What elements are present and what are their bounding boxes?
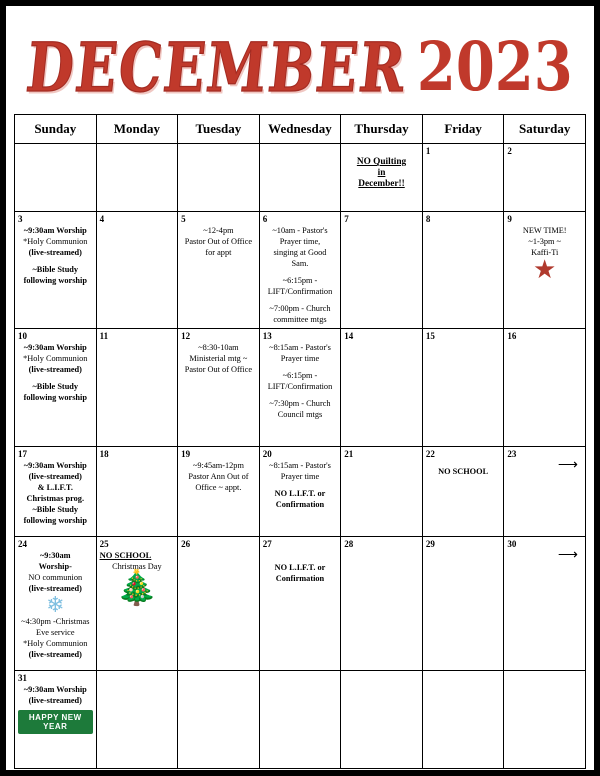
weekday-header-wednesday: Wednesday <box>259 115 341 144</box>
day-events <box>507 550 582 562</box>
day-number: 29 <box>425 539 435 549</box>
calendar-day-cell[interactable] <box>259 329 341 447</box>
event-line: ~10am - Pastor's <box>272 226 328 235</box>
day-events <box>507 225 582 282</box>
event-line: ~8:15am - Pastor's <box>269 343 331 352</box>
event-line: NO L.I.F.T. or <box>274 563 326 572</box>
day-number: 30 <box>507 539 517 549</box>
calendar-week-row <box>15 537 586 671</box>
calendar-day-cell[interactable] <box>341 537 423 671</box>
event-line: Christmas Day <box>112 562 162 571</box>
event-line: ~12-4pm <box>203 226 234 235</box>
happy-new-year-wrap <box>18 710 93 734</box>
calendar-week-row <box>15 447 586 537</box>
event-line: ~9:45am-12pm <box>192 461 244 470</box>
weekday-header-row <box>15 115 586 144</box>
event-line: Pastor Out of Office <box>184 365 253 374</box>
calendar-day-cell[interactable] <box>15 329 97 447</box>
event-line: NO Quilting <box>356 157 407 167</box>
calendar-table <box>14 114 586 769</box>
day-number: 6 <box>262 214 268 224</box>
event-line: NO L.I.F.T. or <box>274 489 326 498</box>
event-line: following worship <box>23 276 87 285</box>
day-number: 22 <box>425 449 435 459</box>
calendar-day-cell[interactable] <box>422 329 504 447</box>
arrow-right-icon: ⟶ <box>557 548 578 563</box>
day-events <box>426 460 501 477</box>
event-line: ~9:30am <box>39 551 71 560</box>
day-events <box>263 342 338 420</box>
day-number: 17 <box>18 449 27 459</box>
day-number: 20 <box>262 449 272 459</box>
calendar-day-cell[interactable] <box>504 212 586 329</box>
calendar-day-cell[interactable] <box>422 537 504 671</box>
day-number <box>100 146 175 157</box>
calendar-day-cell[interactable] <box>178 671 260 769</box>
day-number: 21 <box>344 449 354 459</box>
event-line: for appt <box>205 248 232 257</box>
weekday-header-thursday: Thursday <box>341 115 423 144</box>
calendar-day-cell[interactable] <box>341 671 423 769</box>
calendar-day-cell[interactable] <box>15 212 97 329</box>
event-line: NEW TIME! <box>522 226 567 235</box>
event-line: December!! <box>358 179 405 189</box>
calendar-day-cell[interactable] <box>422 212 504 329</box>
calendar-day-cell[interactable] <box>259 537 341 671</box>
day-events <box>507 460 582 472</box>
event-line: Sam. <box>291 259 309 268</box>
happy-new-year-badge: HAPPY NEW YEAR <box>18 710 93 734</box>
day-events <box>18 550 93 660</box>
event-line: (live-streamed) <box>28 650 82 659</box>
event-line: (live-streamed) <box>28 365 82 374</box>
calendar-day-cell[interactable] <box>178 447 260 537</box>
calendar-day-cell[interactable] <box>341 329 423 447</box>
event-line: Christmas prog. <box>26 494 85 503</box>
calendar-day-cell[interactable] <box>259 144 341 212</box>
day-number: 14 <box>344 331 354 341</box>
day-events <box>263 225 338 325</box>
weekday-header-sunday: Sunday <box>15 115 97 144</box>
day-events <box>181 225 256 258</box>
day-events <box>181 342 256 375</box>
calendar-day-cell[interactable] <box>422 144 504 212</box>
event-line: NO SCHOOL <box>99 550 152 560</box>
day-number: 19 <box>181 449 191 459</box>
day-number: 24 <box>18 539 27 549</box>
day-number <box>426 673 501 684</box>
calendar-week-row <box>15 144 586 212</box>
day-number <box>263 673 338 684</box>
event-line: NO SCHOOL <box>438 467 489 476</box>
day-number: 27 <box>262 539 272 549</box>
day-number: 5 <box>181 214 186 224</box>
day-events <box>18 342 93 403</box>
day-events <box>18 684 93 734</box>
event-line: (live-streamed) <box>28 584 82 593</box>
calendar-day-cell[interactable] <box>15 144 97 212</box>
event-line: ~9:30am Worship <box>23 226 87 235</box>
event-line: Eve service <box>36 628 75 637</box>
event-line: following worship <box>23 516 87 525</box>
snowflake-icon: ❄ <box>46 592 65 617</box>
calendar-day-cell[interactable] <box>504 671 586 769</box>
event-line: Prayer time <box>280 472 320 481</box>
year-title: 2023 <box>416 27 573 107</box>
event-line: Pastor Out of Office <box>184 237 253 246</box>
event-line: ~9:30am Worship <box>23 461 87 470</box>
star-icon: ★ <box>533 255 557 284</box>
calendar-day-cell[interactable] <box>178 329 260 447</box>
day-number: 28 <box>344 539 354 549</box>
day-number <box>181 673 256 684</box>
day-events <box>100 550 175 606</box>
day-number: 11 <box>99 331 109 341</box>
calendar-day-cell[interactable] <box>341 212 423 329</box>
day-number: 10 <box>18 331 27 341</box>
calendar-day-cell[interactable] <box>178 212 260 329</box>
calendar-day-cell[interactable] <box>259 671 341 769</box>
day-number <box>344 146 419 157</box>
day-number <box>507 673 582 684</box>
event-line: following worship <box>23 393 87 402</box>
calendar-week-row <box>15 212 586 329</box>
event-line: ~7:30pm - Church <box>269 399 331 408</box>
event-line: *Holy Communion <box>23 237 88 246</box>
day-number: 25 <box>99 539 109 549</box>
calendar-week-row <box>15 671 586 769</box>
event-line: ~Bible Study <box>32 505 79 514</box>
day-number: 8 <box>425 214 431 224</box>
day-number <box>18 146 93 157</box>
day-events <box>18 225 93 286</box>
calendar-title <box>6 6 594 114</box>
event-line: & L.I.F.T. <box>37 483 73 492</box>
day-events <box>263 460 338 510</box>
calendar-day-cell[interactable] <box>96 212 178 329</box>
day-number: 26 <box>181 539 191 549</box>
day-number <box>100 673 175 684</box>
calendar-day-cell[interactable] <box>15 671 97 769</box>
event-line: in <box>377 168 386 178</box>
calendar-day-cell[interactable] <box>504 447 586 537</box>
calendar-day-cell[interactable] <box>259 212 341 329</box>
day-events <box>263 550 338 584</box>
calendar-day-cell[interactable] <box>96 447 178 537</box>
event-line: singing at Good <box>273 248 327 257</box>
calendar-day-cell[interactable] <box>504 329 586 447</box>
event-line: LIFT/Confirmation <box>267 287 333 296</box>
event-line: Worship- <box>38 562 72 571</box>
christmas-tree-icon: 🎄 <box>115 570 159 607</box>
month-title: DECEMBER <box>23 27 412 107</box>
event-line: Prayer time, <box>279 237 321 246</box>
day-number: 16 <box>507 331 517 341</box>
event-line: (live-streamed) <box>28 248 82 257</box>
event-line: (live-streamed) <box>28 696 82 705</box>
calendar-day-cell[interactable] <box>422 447 504 537</box>
event-line: Ministerial mtg ~ <box>189 354 248 363</box>
day-number: 2 <box>507 146 512 156</box>
event-line: Kaffi-Ti <box>531 248 559 257</box>
calendar-day-cell[interactable] <box>15 447 97 537</box>
calendar-day-cell[interactable] <box>178 537 260 671</box>
calendar-day-cell[interactable] <box>96 144 178 212</box>
event-line: ~8:15am - Pastor's <box>269 461 331 470</box>
day-number: 23 <box>507 449 517 459</box>
event-line: ~8:30-10am <box>198 343 239 352</box>
day-number: 9 <box>507 214 512 224</box>
calendar-day-cell[interactable] <box>15 537 97 671</box>
event-line: ~4:30pm -Christmas <box>21 617 90 626</box>
event-line: ~1-3pm ~ <box>528 237 562 246</box>
calendar-day-cell[interactable] <box>504 537 586 671</box>
day-number: 4 <box>99 214 105 224</box>
weekday-header-monday: Monday <box>96 115 178 144</box>
calendar-day-cell[interactable] <box>504 144 586 212</box>
event-line: *Holy Communion <box>23 354 88 363</box>
calendar-day-cell[interactable] <box>96 537 178 671</box>
day-number: 12 <box>181 331 191 341</box>
day-number: 3 <box>18 214 23 224</box>
event-line: Office ~ appt. <box>195 483 242 492</box>
event-line: ~7:00pm - Church <box>269 304 331 313</box>
day-number: 13 <box>262 331 272 341</box>
event-line: NO communion <box>28 573 83 582</box>
calendar-day-cell[interactable] <box>96 671 178 769</box>
event-line: ~Bible Study <box>32 265 79 274</box>
calendar-day-cell[interactable] <box>259 447 341 537</box>
calendar-day-cell[interactable] <box>178 144 260 212</box>
day-number: 1 <box>425 146 431 156</box>
day-events <box>181 460 256 493</box>
event-line: ~9:30am Worship <box>23 343 87 352</box>
event-line: Pastor Ann Out of <box>188 472 249 481</box>
calendar-day-cell[interactable] <box>96 329 178 447</box>
calendar-body <box>15 144 586 769</box>
calendar-day-cell[interactable] <box>422 671 504 769</box>
event-line: Prayer time <box>280 354 320 363</box>
day-events <box>344 157 419 190</box>
event-line: LIFT/Confirmation <box>267 382 333 391</box>
weekday-header-saturday: Saturday <box>504 115 586 144</box>
event-line: Council mtgs <box>277 410 323 419</box>
arrow-right-icon: ⟶ <box>557 458 578 473</box>
weekday-header-friday: Friday <box>422 115 504 144</box>
event-line: Confirmation <box>275 574 325 583</box>
day-number: 18 <box>99 449 109 459</box>
calendar-week-row <box>15 329 586 447</box>
event-line: committee mtgs <box>273 315 327 324</box>
weekday-header-tuesday: Tuesday <box>178 115 260 144</box>
calendar-day-cell[interactable] <box>341 144 423 212</box>
calendar-day-cell[interactable] <box>341 447 423 537</box>
event-line: Confirmation <box>275 500 325 509</box>
day-number <box>263 146 338 157</box>
day-number: 31 <box>18 673 27 683</box>
event-line: ~6:15pm - <box>282 276 318 285</box>
event-line: *Holy Communion <box>23 639 88 648</box>
event-line: ~9:30am Worship <box>23 685 87 694</box>
event-line: (live-streamed) <box>28 472 82 481</box>
day-number <box>344 673 419 684</box>
event-line: ~Bible Study <box>32 382 79 391</box>
event-line: ~6:15pm - <box>282 371 318 380</box>
day-number: 7 <box>344 214 349 224</box>
day-number: 15 <box>425 331 435 341</box>
day-number <box>181 146 256 157</box>
day-events <box>18 460 93 526</box>
